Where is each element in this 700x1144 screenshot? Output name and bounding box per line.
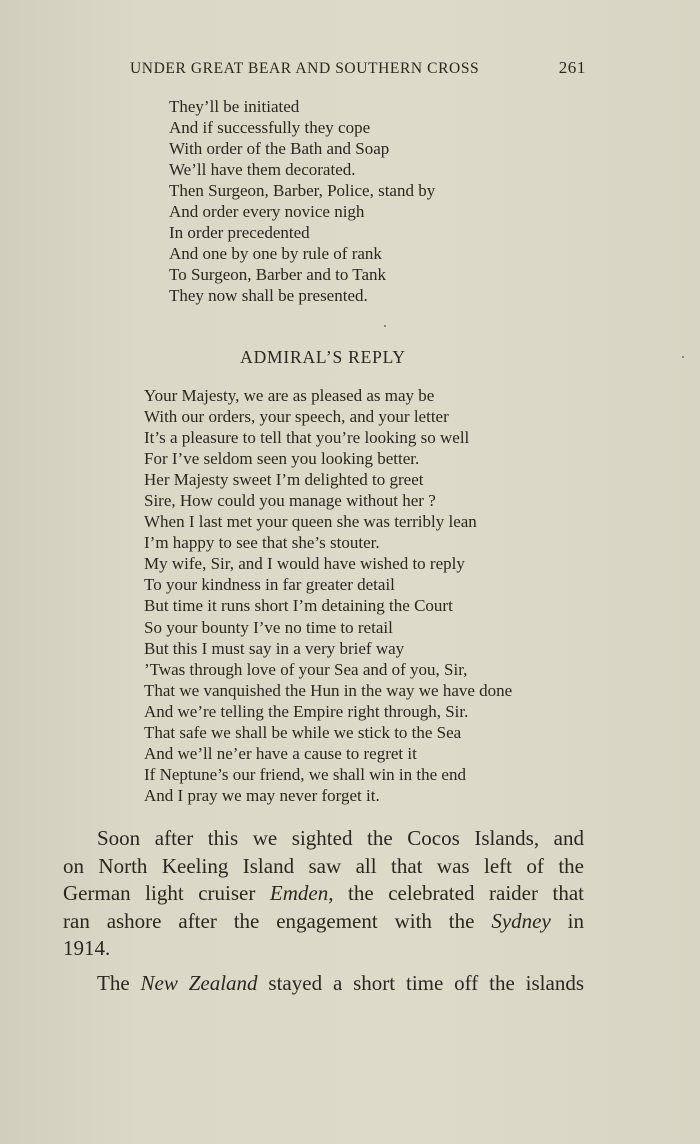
print-speck	[384, 325, 386, 327]
text-line	[63, 880, 584, 908]
text-run: in	[550, 908, 584, 933]
text-line: on North Keeling Island saw all that was left of the	[63, 853, 584, 878]
poem-line: Her Majesty sweet I’m delighted to greet	[144, 470, 424, 490]
text-run: the celebrated raider that	[333, 881, 584, 906]
print-speck	[682, 356, 684, 358]
poem-line: It’s a pleasure to tell that you’re looking so well	[144, 428, 470, 448]
text-line	[63, 970, 584, 998]
ship-name-sydney: Sydney	[491, 908, 551, 933]
poem-line: That safe we shall be while we stick to the Sea	[144, 722, 462, 742]
poem-line: When I last met your queen she was terribly lean	[144, 512, 477, 532]
section-heading: ADMIRAL’S REPLY	[240, 347, 406, 367]
running-head	[130, 58, 590, 82]
ship-name-emden: Emden,	[269, 881, 334, 906]
text-line: Soon after this we sighted the Cocos Islands, and	[97, 826, 584, 850]
poem-line: If Neptune’s our friend, we shall win in the end	[144, 764, 466, 784]
ship-name-new-zealand: New Zealand	[140, 971, 258, 995]
poem-line: But this I must say in a very brief way	[144, 638, 405, 658]
text-run: ran ashore after the engagement with the	[63, 908, 492, 933]
poem-line: But time it runs short I’m detaining the Court	[144, 596, 453, 616]
page-number: 261	[558, 58, 586, 77]
poem-line: They now shall be presented.	[169, 286, 368, 306]
paragraph-cocos-islands	[63, 825, 584, 963]
text-run: stayed a short time off the islands	[257, 971, 585, 995]
running-title: UNDER GREAT BEAR AND SOUTHERN CROSS	[130, 60, 480, 77]
poem-line: With order of the Bath and Soap	[169, 139, 390, 159]
poem-line: We’ll have them decorated.	[169, 160, 356, 180]
poem-line: And we’re telling the Empire right through, Sir.	[144, 701, 469, 721]
text-run: German light cruiser	[63, 881, 270, 906]
poem-line: Then Surgeon, Barber, Police, stand by	[169, 181, 436, 201]
poem-line: And I pray we may never forget it.	[144, 785, 380, 805]
poem-line: And if successfully they cope	[169, 118, 371, 138]
text-line	[63, 908, 584, 936]
poem-line: That we vanquished the Hun in the way we have done	[144, 680, 513, 700]
poem-line: To Surgeon, Barber and to Tank	[169, 265, 387, 285]
text-line: 1914.	[63, 936, 111, 961]
poem-line: With our orders, your speech, and your letter	[144, 407, 449, 427]
poem-line: To your kindness in far greater detail	[144, 575, 395, 595]
poem-line: For I’ve seldom seen you looking better.	[144, 449, 420, 469]
poem-line: And one by one by rule of rank	[169, 244, 382, 264]
paragraph-new-zealand	[63, 970, 584, 998]
text-run: The	[97, 971, 141, 995]
poem-stanza-initiation	[169, 96, 435, 306]
poem-line: So your bounty I’ve no time to retail	[144, 617, 393, 637]
poem-line: ’Twas through love of your Sea and of you, Sir,	[144, 659, 468, 679]
poem-line: And we’ll ne’er have a cause to regret it	[144, 743, 417, 763]
poem-line: I’m happy to see that she’s stouter.	[144, 533, 380, 553]
poem-line: Sire, How could you manage without her ?	[144, 491, 436, 511]
poem-line: And order every novice nigh	[169, 202, 365, 222]
poem-line: My wife, Sir, and I would have wished to reply	[144, 554, 465, 574]
poem-admirals-reply	[144, 385, 512, 806]
poem-line: Your Majesty, we are as pleased as may be	[144, 386, 435, 405]
poem-line: They’ll be initiated	[169, 97, 300, 116]
poem-line: In order precedented	[169, 223, 310, 243]
